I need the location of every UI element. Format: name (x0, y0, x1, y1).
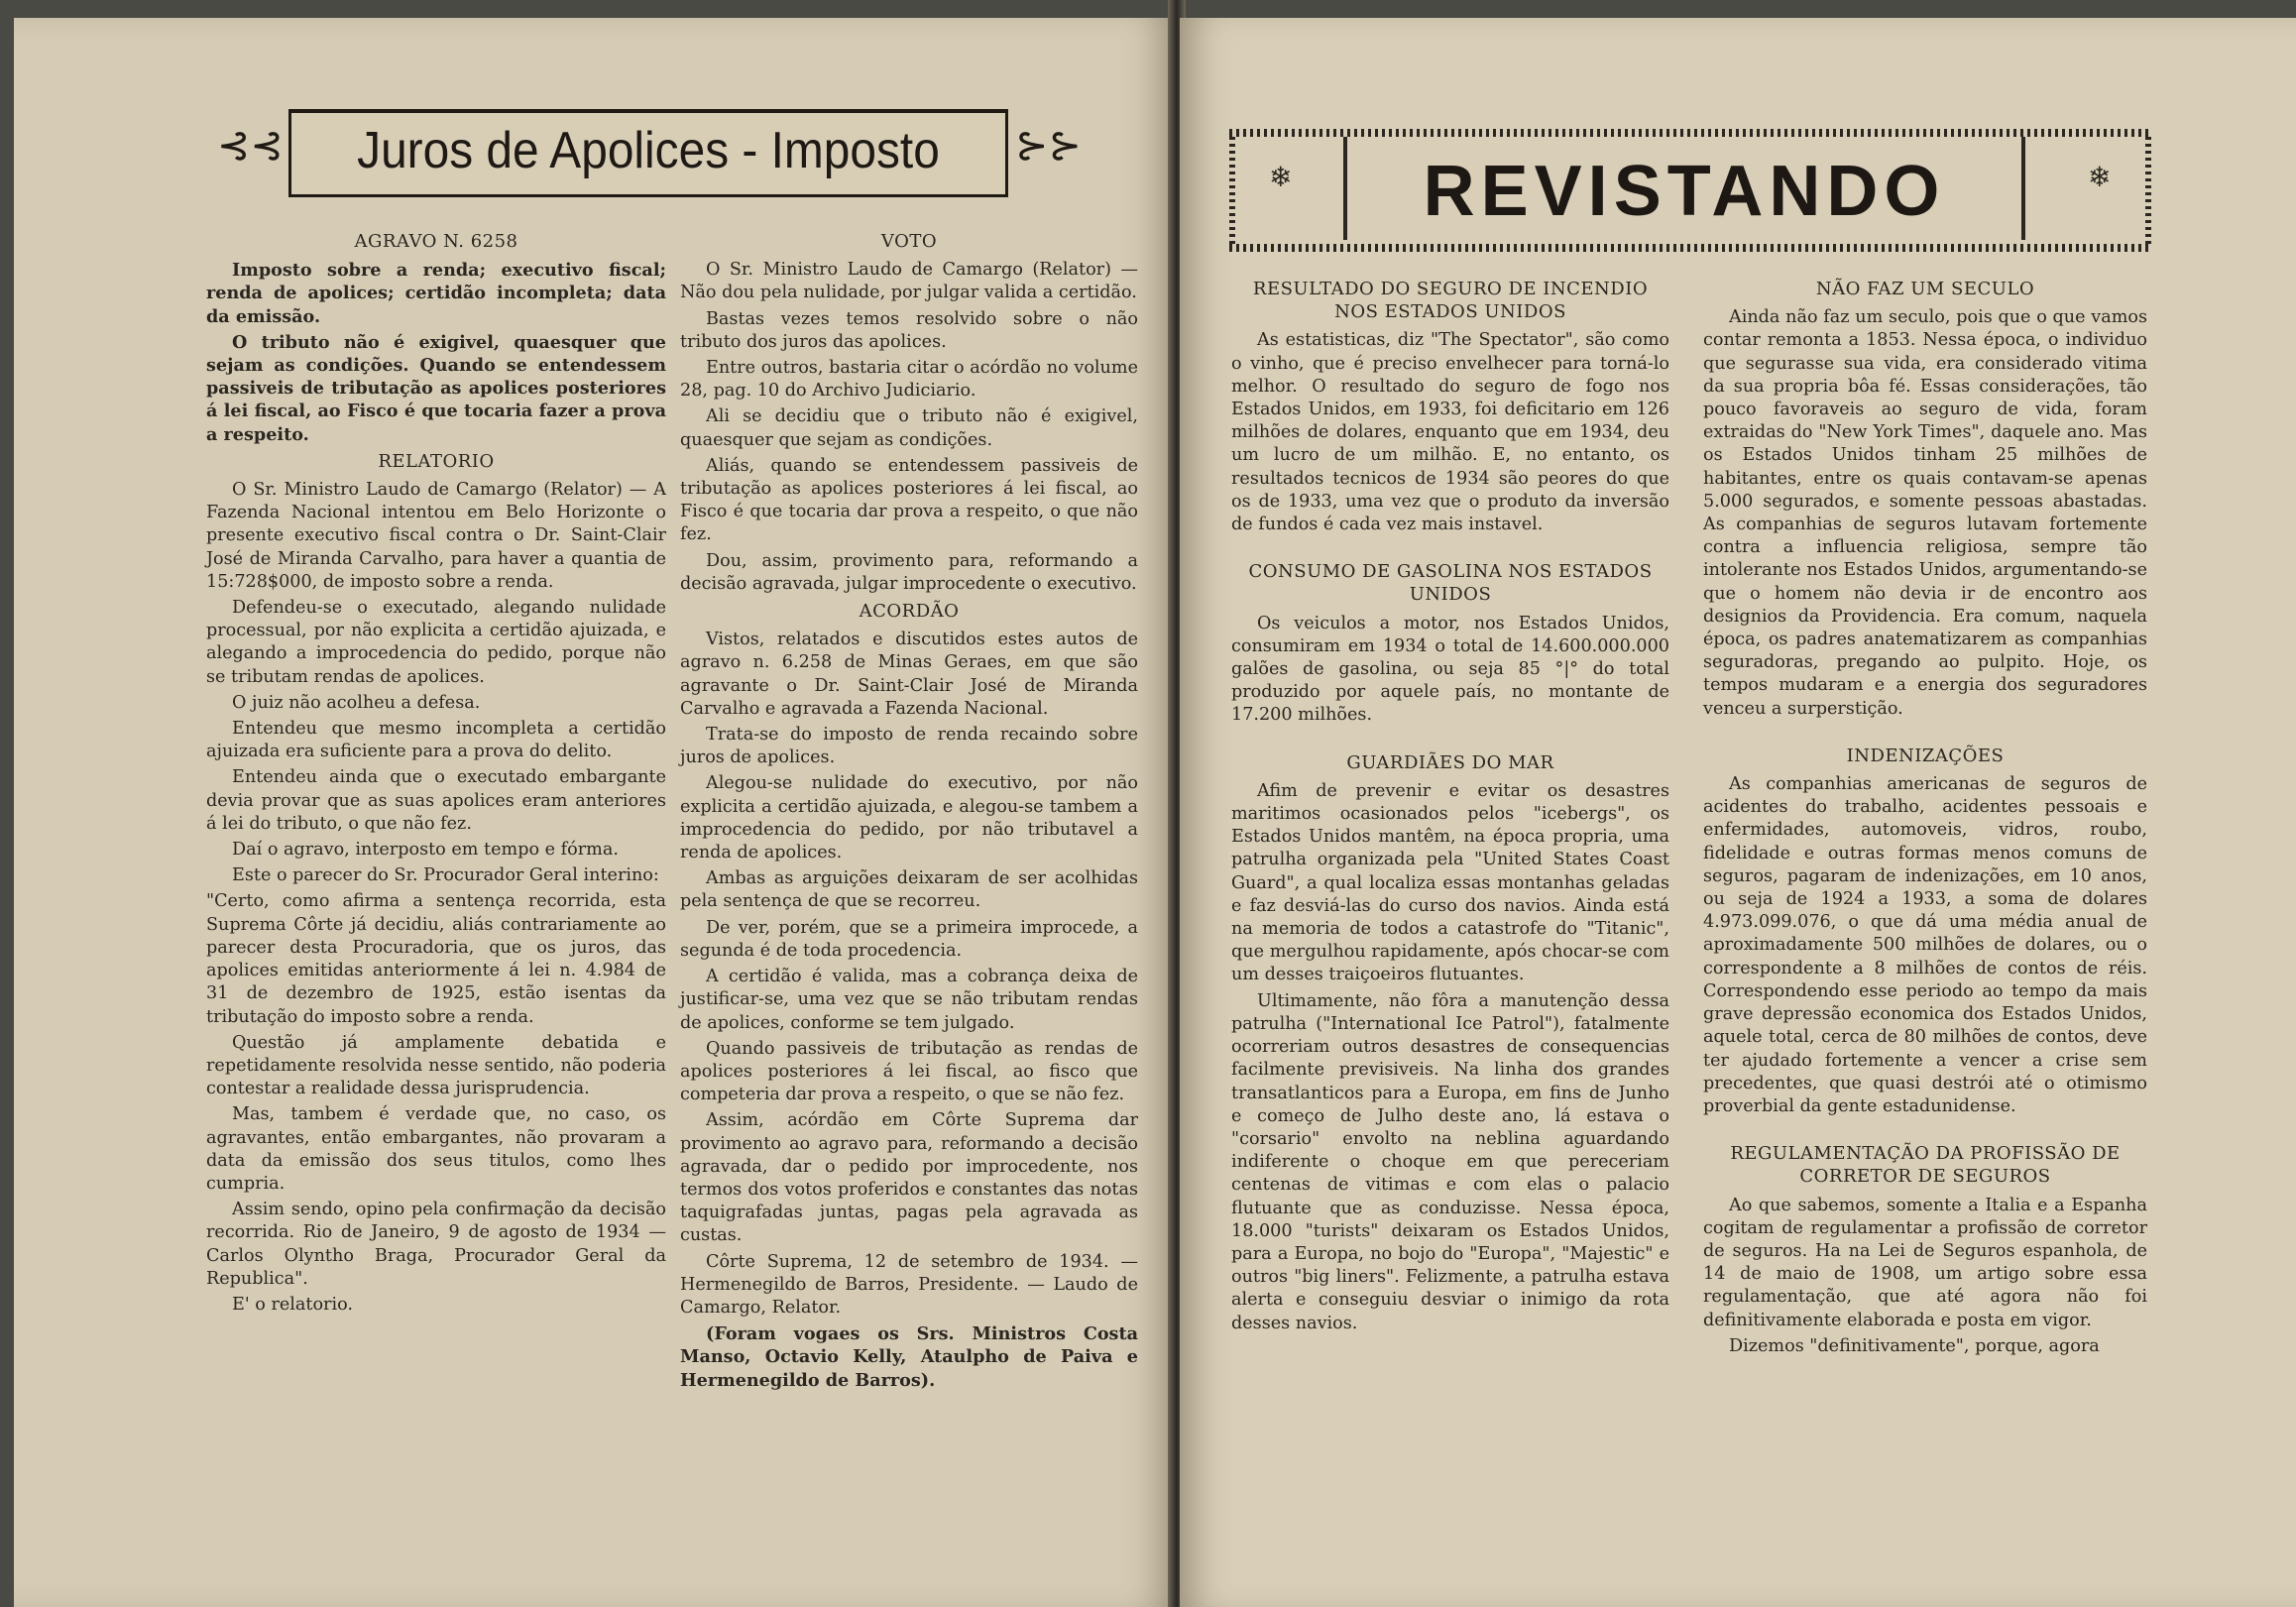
header-dotted-border (1229, 129, 2151, 137)
summary-line-2: O tributo não é exigivel, quaesquer que sejam as condições. Quando se entendessem passiveis de tributação as apolices posteriores á lei fiscal, ao Fisco é que tocaria fazer a prova a respeito. (206, 331, 666, 445)
acordao-paragraph: Trata-se do imposto de renda recaindo sobre juros de apolices. (680, 725, 1138, 768)
relatorio-paragraph: Mas, tambem é verdade que, no caso, os agravantes, então embargantes, não provaram a data da emissão dos seus titulos, como lhes cumpria. (206, 1104, 666, 1194)
acordao-paragraph: Alegou-se nulidade do executivo, por não explicita a certidão ajuizada, e alegou-se tambem a improcedencia do pedido, por não tributavel a renda de apolices. (680, 773, 1138, 863)
header-dotted-border (2145, 133, 2151, 244)
relatorio-paragraph: O Sr. Ministro Laudo de Camargo (Relator) — A Fazenda Nacional intentou em Belo Horizonte o presente executivo fiscal contra o Dr. Saint-Clair José de Miranda Carvalho, para haver a quantia de 15:728$000, de imposto sobre a renda. (206, 480, 666, 592)
juros-header (217, 93, 1083, 200)
relatorio-paragraph: Entendeu ainda que o executado embargante devia provar que as suas apolices eram anteriores á lei do tributo, o que não fez. (206, 767, 666, 834)
section-paragraph: As companhias americanas de seguros de acidentes do trabalho, acidentes pessoais e enfermidades, automoveis, vidros, roubo, fidelidade e outras formas menos comuns de seguros, pagaram de indenizações, em 10 anos, ou seja de 1924 a 1933, a soma de dolares 4.973.099.076, o que dá uma média anual de aproximadamente 500 milhões de dolares, ou o correspondente a 8 milhões de contos de réis. Correspondendo esse periodo ao tempo da mais grave depressão economica dos Estados Unidos, aquele total, cerca de 80 milhões de contos, deve ter ajudado fortemente a vencer a crise sem precedentes, que quasi destrói até o otimismo proverbial da gente estadunidense. (1703, 774, 2147, 1116)
revistando-title-box (1343, 137, 2025, 240)
left-page (14, 18, 1174, 1607)
section-paragraph: Ao que sabemos, somente a Italia e a Espanha cogitam de regulamentar a profissão de corretor de seguros. Ha na Lei de Seguros espanhola, de 14 de maio de 1908, um artigo sobre essa regulamentação, que até agora não foi definitivamente elaborada e posta em vigor. (1703, 1195, 2147, 1330)
summary-line-1: Imposto sobre a renda; executivo fiscal; renda de apolices; certidão incompleta; data da emissão. (206, 260, 666, 327)
relatorio-paragraph: E' o relatorio. (232, 1294, 353, 1315)
voto-heading: VOTO (880, 231, 938, 252)
voto-paragraph: O Sr. Ministro Laudo de Camargo (Relator) — Não dou pela nulidade, por julgar valida a certidão. (680, 260, 1138, 303)
voto-paragraph: Bastas vezes temos resolvido sobre o não tributo dos juros das apolices. (680, 308, 1138, 352)
acordao-paragraph: Vistos, relatados e discutidos estes autos de agravo n. 6.258 de Minas Geraes, em que são agravante o Dr. Saint-Clair José de Miranda Carvalho e agravada a Fazenda Nacional. (680, 630, 1138, 719)
section-heading: CONSUMO DE GASOLINA NOS ESTADOS UNIDOS (1248, 561, 1653, 606)
voto-paragraph: Dou, assim, provimento para, reformando a decisão agravada, julgar improcedente o executivo. (680, 550, 1138, 594)
section-paragraph: Afim de prevenir e evitar os desastres maritimos ocasionados pelos "icebergs", os Estados Unidos mantêm, na época propria, uma patrulha organizada pela "United States Coast Guard", a qual localiza essas montanhas geladas e faz desviá-las do curso dos navios. Ainda está na memoria de todos a catastrofe do "Titanic", que mergulhou rapidamente, após chocar-se com um desses traiçoeiros flutuantes. (1231, 780, 1669, 985)
relatorio-paragraph: Daí o agravo, interposto em tempo e fórma. (232, 840, 619, 861)
juros-title: Juros de Apolices - Imposto (357, 122, 940, 179)
revistando-title: REVISTANDO (1423, 152, 1946, 231)
section-heading: NÃO FAZ UM SECULO (1815, 279, 2035, 299)
acordao-paragraph: Ambas as arguições deixaram de ser acolhidas pela sentença de que se recorreu. (680, 868, 1138, 912)
section-heading: REGULAMENTAÇÃO DA PROFISSÃO DE CORRETOR DE SEGUROS (1730, 1143, 2121, 1188)
relatorio-paragraph: Este o parecer do Sr. Procurador Geral interino: (232, 865, 659, 886)
right-column-2 (1703, 274, 2147, 1361)
acordao-paragraph: Quando passiveis de tributação as rendas de apolices posteriores á lei fiscal, ao fisco que competeria dar prova a respeito, o que se não fez. (680, 1038, 1138, 1105)
acordao-paragraph: De ver, porém, que se a primeira improcede, a segunda é de toda procedencia. (680, 917, 1138, 961)
left-column-2 (680, 226, 1138, 1395)
relatorio-paragraph: Entendeu que mesmo incompleta a certidão ajuizada era suficiente para a prova do delito. (206, 719, 666, 762)
section-paragraph: Dizemos "definitivamente", porque, agora (1729, 1335, 2100, 1356)
left-column-1 (206, 226, 666, 1320)
right-star-icon: ❄ (2088, 161, 2112, 193)
relatorio-paragraph: Assim sendo, opino pela confirmação da decisão recorrida. Rio de Janeiro, 9 de agosto de 1934 — Carlos Olyntho Braga, Procurador Geral da Republica". (206, 1200, 666, 1289)
acordao-heading: ACORDÃO (859, 601, 960, 623)
voto-paragraph: Aliás, quando se entendessem passiveis de tributação as apolices posteriores á lei fiscal, ao Fisco é que tocaria dar prova a respeito, o que não fez. (680, 455, 1138, 545)
voto-paragraph: Entre outros, bastaria citar o acórdão no volume 28, pag. 10 do Archivo Judiciario. (680, 358, 1138, 402)
voto-paragraph: Ali se decidiu que o tributo não é exigivel, quaesquer que sejam as condições. (680, 406, 1138, 450)
relatorio-heading: RELATORIO (378, 450, 495, 472)
section-heading: RESULTADO DO SEGURO DE INCENDIO NOS ESTADOS UNIDOS (1252, 279, 1649, 323)
acordao-paragraph: Assim, acórdão em Côrte Suprema dar provimento ao agravo para, reformando a decisão agravada, dar o pedido por improcedente, nos termos dos votos proferidos e constantes das notas taquigrafadas juntas, pagas pela agravada as custas. (680, 1110, 1138, 1246)
acordao-paragraph: Côrte Suprema, 12 de setembro de 1934. — Hermenegildo de Barros, Presidente. — Laudo de Camargo, Relator. (680, 1251, 1138, 1318)
section-paragraph: Ainda não faz um seculo, pois que o que vamos contar remonta a 1853. Nessa época, o individuo que segurasse sua vida, era considerado vitima da sua propria bôa fé. Essas considerações, tão pouco favoraveis ao seguro de vida, foram extraidas do "New York Times", daquele ano. Mas os Estados Unidos tinham 25 milhões de habitantes, entre os quais contavam-se apenas 5.000 segurados, e somente pessoas abastadas. As companhias de seguros lutavam fortemente contra a influencia religiosa, sempre tão intolerante nos Estados Unidos, argumentando-se que o homem não devia ir de encontro aos designios da Providencia. Era comum, naquela época, os padres anatematizarem as companhias seguradoras, pregando ao pulpito. Hoje, os tempos mudaram e a energia dos seguradores venceu a surperstição. (1703, 307, 2147, 719)
acordao-paragraph: (Foram vogaes os Srs. Ministros Costa Manso, Octavio Kelly, Ataulpho de Paiva e Hermenegildo de Barros). (680, 1323, 1138, 1391)
right-ornament-icon: ⊱⊱ (1015, 123, 1083, 169)
juros-title-box (288, 109, 1008, 197)
relatorio-paragraph: "Certo, como afirma a sentença recorrida, esta Suprema Côrte já decidiu, aliás contrariamente ao parecer desta Procuradoria, que os juros, das apolices emitidas anteriormente á lei n. 4.984 de 31 de dezembro de 1925, estão isentas da tributação do imposto sobre a renda. (206, 891, 666, 1027)
right-column-1 (1231, 274, 1669, 1338)
section-heading: INDENIZAÇÕES (1846, 745, 2005, 766)
acordao-paragraph: A certidão é valida, mas a cobrança deixa de justificar-se, uma vez que se não tributam rendas de apolices, conforme se tem julgado. (680, 967, 1138, 1033)
relatorio-paragraph: O juiz não acolheu a defesa. (232, 692, 481, 713)
right-page (1180, 18, 2296, 1607)
section-paragraph: Os veiculos a motor, nos Estados Unidos, consumiram em 1934 o total de 14.600.000.000 galões de gasolina, ou seja 85 °|° do total produzido por aquele país, no montante de 17.200 milhões. (1231, 613, 1669, 726)
header-dotted-border (1229, 244, 2151, 252)
revistando-header (1229, 123, 2151, 258)
section-paragraph: Ultimamente, não fôra a manutenção dessa patrulha ("International Ice Patrol"), fatalmente ocorreriam outros desastres de consequencias facilmente previsiveis. Na linha dos grandes transatlanticos para a Europa, em fins de Junho e começo de Julho deste ano, lá estava o "corsario" envolto na neblina aguardando indiferente o choque em que pereceriam centenas de vitimas e com elas o palacio flutuante que as conduzisse. Nessa época, 18.000 "turists" deixaram os Estados Unidos, para a Europa, no bojo do "Europa", "Majestic" e outros "big liners". Felizmente, a patrulha estava alerta e conseguiu desviar o inimigo da rota desses navios. (1231, 990, 1669, 1333)
section-heading: GUARDIÃES DO MAR (1346, 751, 1554, 773)
relatorio-paragraph: Questão já amplamente debatida e repetidamente resolvida nesse sentido, não poderia contestar a realidade dessa jurisprudencia. (206, 1032, 666, 1099)
left-ornament-icon: ⊰⊰ (217, 123, 285, 169)
left-star-icon: ❄ (1269, 161, 1293, 193)
section-paragraph: As estatisticas, diz "The Spectator", são como o vinho, que é preciso envelhecer para torná-lo melhor. O resultado do seguro de fogo nos Estados Unidos, em 1933, foi deficitario em 126 milhões de dolares, enquanto que em 1934, deu um lucro de um milhão. E, no entanto, os resultados tecnicos de 1934 são peores do que os de 1933, uma vez que o produto da inversão de fundos é cada vez mais instavel. (1231, 330, 1669, 535)
agravo-heading: AGRAVO N. 6258 (354, 231, 518, 252)
relatorio-paragraph: Defendeu-se o executado, alegando nulidade processual, por não explicita a certidão ajuizada, e alegando a improcedencia do pedido, porque não se tributam rendas de apolices. (206, 598, 666, 687)
header-dotted-border (1229, 133, 1235, 244)
